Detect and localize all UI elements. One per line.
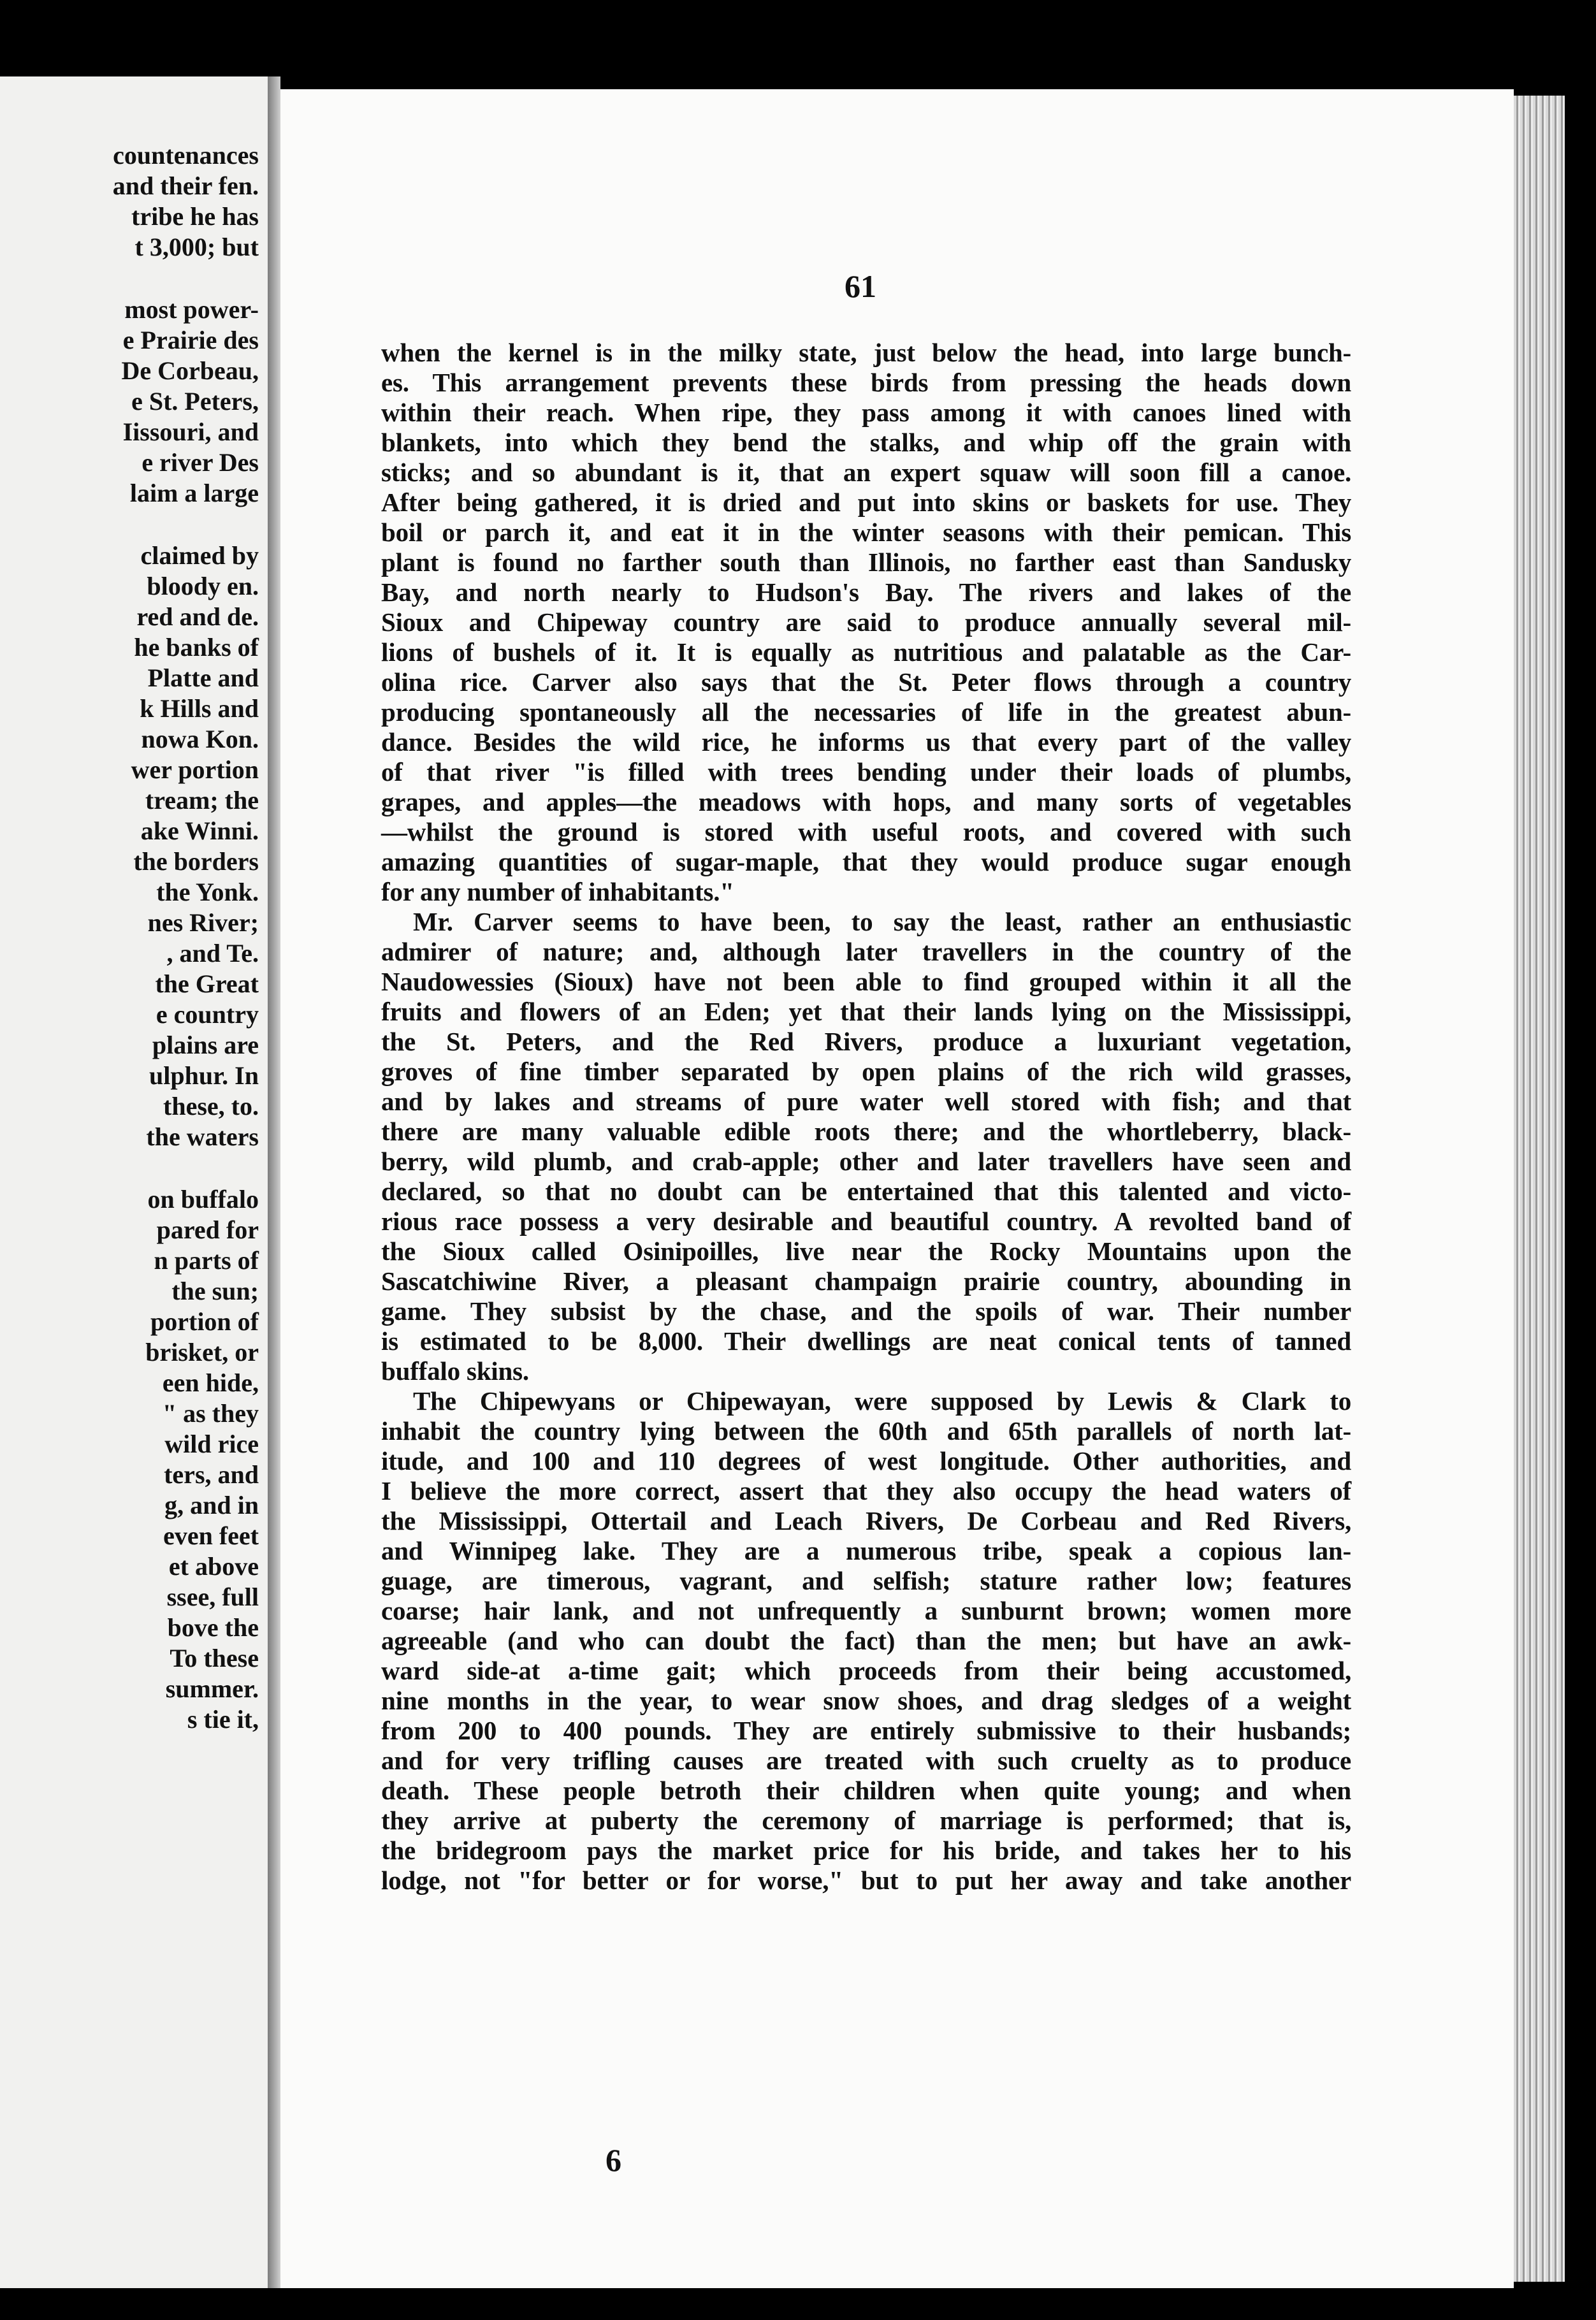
text-line: es. This arrangement prevents these birds from pressing the heads down [381, 368, 1351, 397]
left-page-line: he banks of [134, 633, 259, 662]
text-line: groves of fine timber separated by open plains of the rich wild grasses, [381, 1057, 1351, 1086]
left-page-line: tream; the [145, 786, 259, 815]
text-line: admirer of nature; and, although later travellers in the country of the [381, 937, 1351, 966]
text-line: Sascatchiwine River, a pleasant champaign prairie country, abounding in [381, 1266, 1351, 1296]
left-page-line: the waters [146, 1122, 259, 1151]
left-page-line: the borders [133, 847, 259, 876]
text-line: —whilst the ground is stored with useful roots, and covered with such [381, 817, 1351, 846]
left-page-line: bloody en. [147, 572, 259, 600]
left-page-line: even feet [163, 1521, 259, 1550]
signature-mark: 6 [606, 2142, 621, 2178]
left-page-line: nowa Kon. [141, 725, 259, 753]
left-page-line: ters, and [164, 1460, 259, 1489]
left-page-line: " as they [162, 1399, 259, 1428]
left-page-line: summer. [165, 1674, 259, 1703]
text-line: Sioux and Chipeway country are said to produce annually several mil- [381, 607, 1351, 637]
text-line: death. These people betroth their children when quite young; and when [381, 1776, 1351, 1805]
text-line: After being gathered, it is dried and put into skins or baskets for use. They [381, 488, 1351, 517]
text-line: grapes, and apples—the meadows with hops, and many sorts of vegetables [381, 787, 1351, 816]
left-page-line: een hide, [162, 1368, 259, 1397]
text-line: the Sioux called Osinipoilles, live near the Rocky Mountains upon the [381, 1236, 1351, 1266]
left-page-line: , and Te. [166, 939, 259, 968]
left-page-line: on buffalo [147, 1185, 259, 1214]
text-line: and Winnipeg lake. They are a numerous tribe, speak a copious lan- [381, 1536, 1351, 1565]
left-page-line: e country [156, 1000, 259, 1029]
left-page-line: De Corbeau, [121, 356, 259, 385]
left-page-line: g, and in [164, 1491, 259, 1519]
text-line: Naudowessies (Sioux) have not been able to find grouped within it all the [381, 967, 1351, 996]
text-line: blankets, into which they bend the stalks, and whip off the grain with [381, 428, 1351, 457]
left-page [0, 76, 272, 2288]
text-line: ward side-at a-time gait; which proceeds from their being accustomed, [381, 1656, 1351, 1685]
left-page-line: countenances [113, 141, 259, 170]
text-line: nine months in the year, to wear snow shoes, and drag sledges of a weight [381, 1686, 1351, 1715]
text-line: is estimated to be 8,000. Their dwellings are neat conical tents of tanned [381, 1326, 1351, 1356]
left-page-line: the Yonk. [156, 878, 259, 906]
text-line: olina rice. Carver also says that the St. Peter flows through a country [381, 667, 1351, 697]
left-page-line: portion of [150, 1307, 259, 1336]
text-line: the bridegroom pays the market price for his bride, and takes her to his [381, 1836, 1351, 1865]
text-line: Mr. Carver seems to have been, to say the least, rather an enthusiastic [413, 907, 1351, 936]
text-line: coarse; hair lank, and not unfrequently a sunburnt brown; women more [381, 1596, 1351, 1625]
text-line: for any number of inhabitants." [381, 877, 734, 906]
text-line: and for very trifling causes are treated with such cruelty as to produce [381, 1746, 1351, 1775]
left-page-line: t 3,000; but [134, 233, 259, 261]
text-line: the Mississippi, Ottertail and Leach Rivers, De Corbeau and Red Rivers, [381, 1506, 1351, 1535]
text-line: the St. Peters, and the Red Rivers, produce a luxuriant vegetation, [381, 1027, 1351, 1056]
text-line: of that river "is filled with trees bending under their loads of plumbs, [381, 757, 1351, 787]
text-line: inhabit the country lying between the 60th and 65th parallels of north lat- [381, 1416, 1351, 1446]
left-page-line: ake Winni. [140, 816, 259, 845]
left-page-line: pared for [156, 1215, 259, 1244]
left-page-line: wer portion [131, 755, 259, 784]
left-page-line: laim a large [129, 479, 259, 507]
text-line: guage, are timerous, vagrant, and selfish; stature rather low; features [381, 1566, 1351, 1595]
text-line: buffalo skins. [381, 1356, 529, 1386]
left-page-line: e Prairie des [122, 326, 259, 354]
left-page-line: et above [168, 1552, 259, 1581]
text-line: rious race possess a very desirable and beautiful country. A revolted band of [381, 1207, 1351, 1236]
left-page-line: tribe he has [131, 202, 259, 231]
left-page-line: ulphur. In [149, 1061, 259, 1090]
left-page-line: bove the [167, 1613, 259, 1642]
left-page-line: n parts of [154, 1246, 259, 1275]
left-page-line: these, to. [163, 1092, 259, 1120]
text-line: agreeable (and who can doubt the fact) than the men; but have an awk- [381, 1626, 1351, 1655]
text-line: amazing quantities of sugar-maple, that they would produce sugar enough [381, 847, 1351, 876]
left-page-line: To these [170, 1644, 259, 1672]
left-page-line: and their fen. [112, 171, 259, 200]
text-line: boil or parch it, and eat it in the winter seasons with their pemican. This [381, 518, 1351, 547]
left-page-line: e St. Peters, [131, 387, 259, 416]
text-line: dance. Besides the wild rice, he informs us that every part of the valley [381, 727, 1351, 757]
text-line: lions of bushels of it. It is equally as nutritious and palatable as the Car- [381, 637, 1351, 667]
text-line: berry, wild plumb, and crab-apple; other and later travellers have seen and [381, 1147, 1351, 1176]
text-line: from 200 to 400 pounds. They are entirely submissive to their husbands; [381, 1716, 1351, 1745]
text-line: when the kernel is in the milky state, just below the head, into large bunch- [381, 338, 1351, 367]
body-text [381, 338, 1351, 1896]
left-page-line: the Great [155, 969, 259, 998]
left-page-line: nes River; [147, 908, 259, 937]
text-line: Bay, and north nearly to Hudson's Bay. The rivers and lakes of the [381, 577, 1351, 607]
left-page-line: s tie it, [187, 1705, 259, 1734]
book-gutter [268, 76, 280, 2288]
text-line: plant is found no farther south than Illinois, no farther east than Sandusky [381, 547, 1351, 577]
page-edges [1514, 96, 1565, 2282]
text-line: I believe the more correct, assert that they also occupy the head waters of [381, 1476, 1351, 1505]
left-page-line: the sun; [171, 1277, 259, 1305]
text-line: producing spontaneously all the necessaries of life in the greatest abun- [381, 697, 1351, 727]
text-line: sticks; and so abundant is it, that an expert squaw will soon fill a canoe. [381, 458, 1351, 487]
text-line: and by lakes and streams of pure water well stored with fish; and that [381, 1087, 1351, 1116]
left-page-line: most power- [124, 295, 259, 324]
left-page-line: k Hills and [140, 694, 259, 723]
text-line: itude, and 100 and 110 degrees of west longitude. Other authorities, and [381, 1446, 1351, 1475]
left-page-line: Iissouri, and [122, 417, 259, 446]
left-page-line: brisket, or [145, 1338, 259, 1367]
text-line: The Chipewyans or Chipewayan, were supposed by Lewis & Clark to [413, 1386, 1351, 1416]
text-line: they arrive at puberty the ceremony of marriage is performed; that is, [381, 1806, 1351, 1835]
left-page-line: red and de. [136, 602, 259, 631]
text-line: game. They subsist by the chase, and the spoils of war. Their number [381, 1296, 1351, 1326]
left-page-line: ssee, full [166, 1583, 259, 1611]
text-line: declared, so that no doubt can be entertained that this talented and victo- [381, 1177, 1351, 1206]
text-line: fruits and flowers of an Eden; yet that their lands lying on the Mississippi, [381, 997, 1351, 1026]
text-line: lodge, not "for better or for worse," but to put her away and take another [381, 1866, 1351, 1895]
text-line: there are many valuable edible roots there; and the whortleberry, black- [381, 1117, 1351, 1146]
left-page-line: claimed by [140, 541, 259, 570]
left-page-line: wild rice [164, 1430, 259, 1458]
left-page-line: e river Des [141, 448, 259, 477]
left-page-line: Platte and [147, 663, 259, 692]
page-number: 61 [845, 268, 876, 304]
text-line: within their reach. When ripe, they pass among it with canoes lined with [381, 398, 1351, 427]
left-page-line: plains are [152, 1031, 259, 1059]
